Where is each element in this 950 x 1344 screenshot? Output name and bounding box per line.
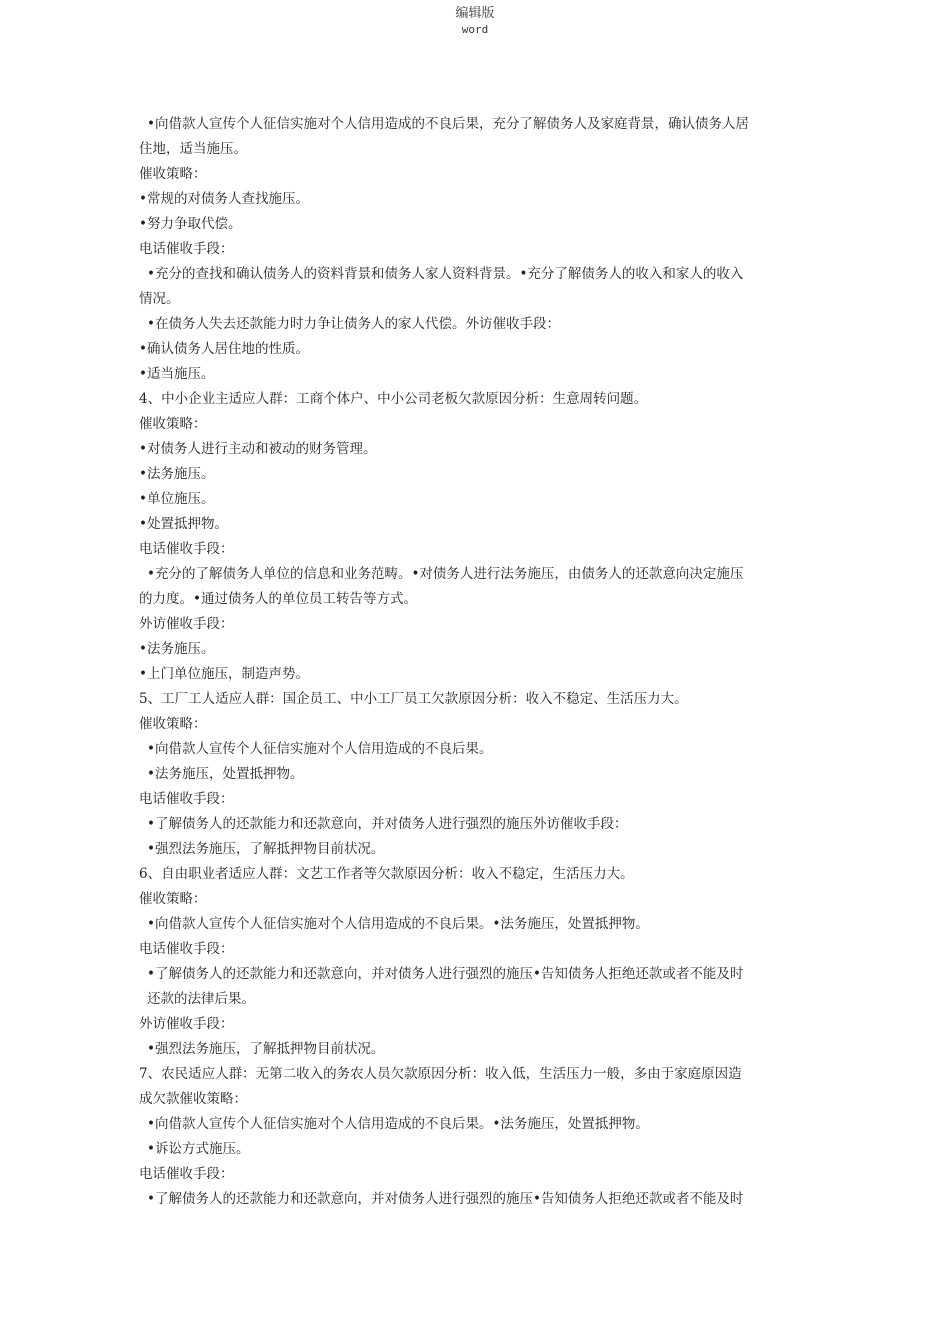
text-line: 电话催收手段： (139, 1166, 234, 1182)
text-line: 还款的法律后果。 (147, 991, 255, 1007)
text-line: •向借款人宣传个人征信实施对个人信用造成的不良后果。•法务施压，处置抵押物。 (147, 916, 649, 932)
text-line: 4、中小企业主适应人群：工商个体户、中小公司老板欠款原因分析：生意周转问题。 (139, 391, 648, 407)
text-line: 催收策略： (139, 716, 207, 732)
text-line: •了解债务人的还款能力和还款意向，并对债务人进行强烈的施压外访催收手段： (147, 816, 628, 832)
text-line: •法务施压。 (139, 641, 215, 657)
text-line: •对债务人进行主动和被动的财务管理。 (139, 441, 377, 457)
text-line: 6、自由职业者适应人群：文艺工作者等欠款原因分析：收入不稳定，生活压力大。 (139, 866, 634, 882)
text-line: •向借款人宣传个人征信实施对个人信用造成的不良后果。•法务施压，处置抵押物。 (147, 1116, 649, 1132)
text-line: 5、工厂工人适应人群：国企员工、中小工厂员工欠款原因分析：收入不稳定、生活压力大。 (139, 691, 688, 707)
text-line: 催收策略： (139, 891, 207, 907)
text-line: 电话催收手段： (139, 941, 234, 957)
text-line: •强烈法务施压，了解抵押物目前状况。 (147, 841, 385, 857)
text-line: •常规的对债务人查找施压。 (139, 191, 309, 207)
text-line: 住地，适当施压。 (139, 141, 247, 157)
text-line: •单位施压。 (139, 491, 215, 507)
text-line: 电话催收手段： (139, 541, 234, 557)
text-line: 成欠款催收策略： (139, 1091, 247, 1107)
text-line: 情况。 (139, 291, 180, 307)
text-line: •向借款人宣传个人征信实施对个人信用造成的不良后果，充分了解债务人及家庭背景，确认债务人居 (147, 116, 749, 132)
text-line: •了解债务人的还款能力和还款意向，并对债务人进行强烈的施压•告知债务人拒绝还款或者不能及时 (147, 1191, 744, 1207)
text-line: •充分的查找和确认债务人的资料背景和债务人家人资料背景。•充分了解债务人的收入和家人的收入 (147, 266, 744, 282)
text-line: 电话催收手段： (139, 791, 234, 807)
text-line: 外访催收手段： (139, 616, 234, 632)
document-body (139, 112, 807, 1212)
text-line: 电话催收手段： (139, 241, 234, 257)
page-header (0, 6, 950, 38)
text-line: •法务施压，处置抵押物。 (147, 766, 304, 782)
text-line: •努力争取代偿。 (139, 216, 242, 232)
text-line: •适当施压。 (139, 366, 215, 382)
text-line: •确认债务人居住地的性质。 (139, 341, 309, 357)
text-line: •在债务人失去还款能力时力争让债务人的家人代偿。外访催收手段： (147, 316, 560, 332)
header-title: 编辑版 (455, 6, 495, 21)
text-line: 催收策略： (139, 166, 207, 182)
text-line: •法务施压。 (139, 466, 215, 482)
header-subtitle: word (461, 23, 489, 36)
text-line: •向借款人宣传个人征信实施对个人信用造成的不良后果。 (147, 741, 493, 757)
text-line: •上门单位施压，制造声势。 (139, 666, 309, 682)
text-line: •了解债务人的还款能力和还款意向，并对债务人进行强烈的施压•告知债务人拒绝还款或者不能及时 (147, 966, 744, 982)
text-line: •诉讼方式施压。 (147, 1141, 250, 1157)
text-line: 7、农民适应人群：无第二收入的务农人员欠款原因分析：收入低，生活压力一般，多由于家庭原因造 (139, 1066, 742, 1082)
text-line: 催收策略： (139, 416, 207, 432)
text-line: •强烈法务施压，了解抵押物目前状况。 (147, 1041, 385, 1057)
text-line: •充分的了解债务人单位的信息和业务范畴。•对债务人进行法务施压，由债务人的还款意向决定施压 (147, 566, 744, 582)
text-line: 的力度。•通过债务人的单位员工转告等方式。 (139, 591, 417, 607)
text-line: •处置抵押物。 (139, 516, 228, 532)
text-line: 外访催收手段： (139, 1016, 234, 1032)
